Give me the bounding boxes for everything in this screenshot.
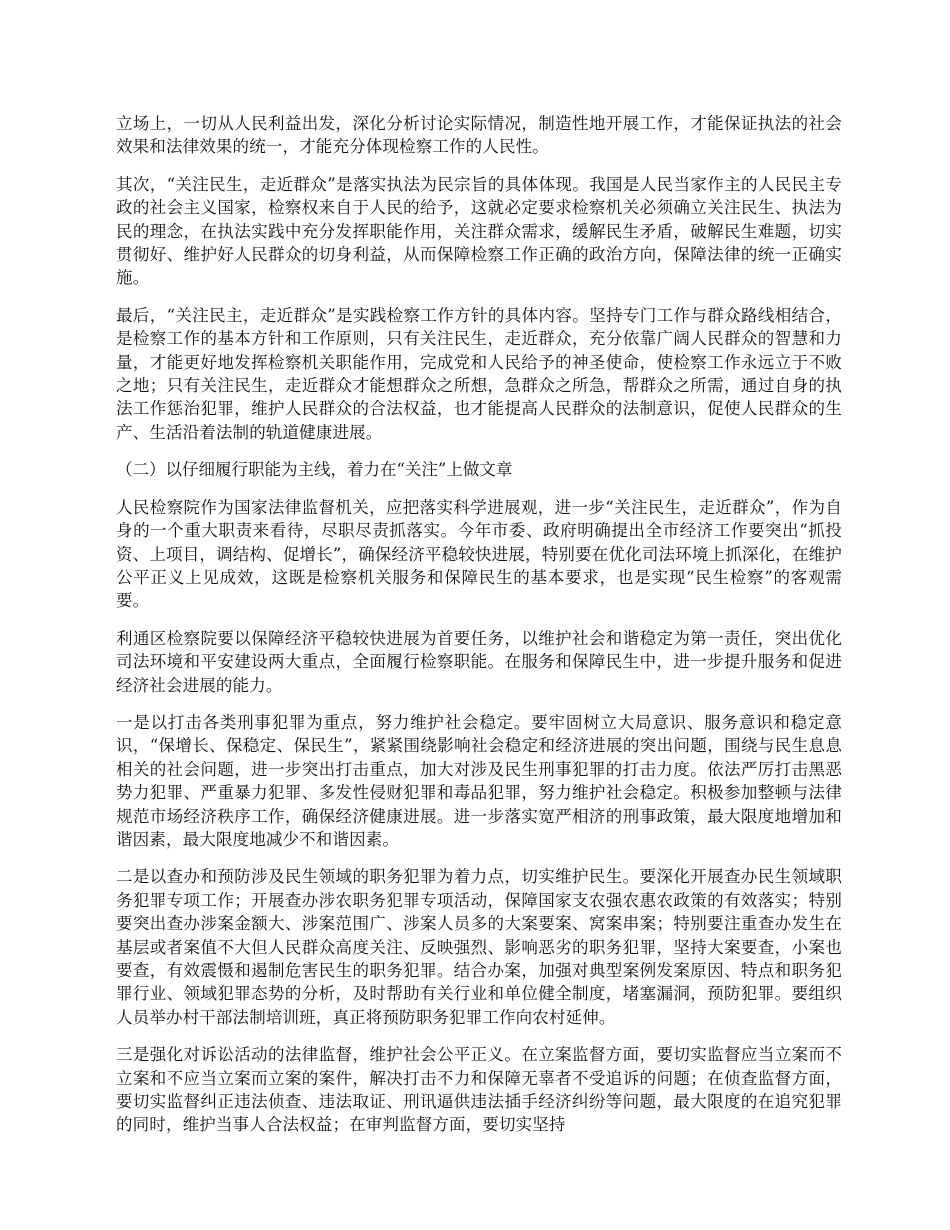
paragraph-procuratorate-role: 人民检察院作为国家法律监督机关，应把落实科学进展观，进一步“关注民生，走近群众”，作为自身的一个重大职责来看待，尽职尽责抓落实。今年市委、政府明确提出全市经济工作要突出“抓投资、上项目，调结构、促增长”，确保经济平稳较快进展，特别要在优化司法环境上抓深化，在维护公平正义上见成效，这既是检察机关服务和保障民生的基本要求，也是实现“民生检察”的客观需要。 [116, 497, 842, 611]
paragraph-intro: 立场上，一切从人民利益出发，深化分析讨论实际情况，制造性地开展工作，才能保证执法的社会效果和法律效果的统一，才能充分体现检察工作的人民性。 [116, 114, 842, 157]
section-heading: （二）以仔细履行职能为主线，着力在“关注”上做文章 [116, 460, 513, 480]
paragraph-point-three: 三是强化对诉讼活动的法律监督，维护社会公平正义。在立案监督方面，要切实监督应当立案而不立案和不应当立案而立案的案件，解决打击不力和保障无辜者不受追诉的问题；在侦查监督方面，要切实监督纠正违法侦查、违法取证、刑讯逼供违法插手经济纠纷等问题，最大限度的在追究犯罪的同时，维护当事人合法权益；在审判监督方面，要切实坚持 [116, 1045, 842, 1135]
paragraph-point-one: 一是以打击各类刑事犯罪为重点，努力维护社会稳定。要牢固树立大局意识、服务意识和稳定意识，“保增长、保稳定、保民生”，紧紧围绕影响社会稳定和经济进展的突出问题，围绕与民生息息相关的社会问题，进一步突出打击重点，加大对涉及民生刑事犯罪的打击力度。依法严厉打击黑恶势力犯罪、严重暴力犯罪、多发性侵财犯罪和毒品犯罪，努力维护社会稳定。积极参加整顿与法律规范市场经济秩序工作，确保经济健康进展。进一步落实宽严相济的刑事政策，最大限度地增加和谐因素，最大限度地减少不和谐因素。 [116, 712, 842, 849]
paragraph-finally: 最后，“关注民主，走近群众”是实践检察工作方针的具体内容。坚持专门工作与群众路线相结合，是检察工作的基本方针和工作原则，只有关注民生，走近群众，充分依靠广阔人民群众的智慧和力量，才能更好地发挥检察机关职能作用，完成党和人民给予的神圣使命，使检察工作永远立于不败之地；只有关注民生，走近群众才能想群众之所想，急群众之所急，帮群众之所需，通过自身的执法工作惩治犯罪，维护人民群众的合法权益，也才能提高人民群众的法制意识，促使人民群众的生产、生活沿着法制的轨道健康进展。 [116, 305, 842, 442]
document-body [116, 112, 842, 1151]
paragraph-secondly: 其次，“关注民生，走近群众”是落实执法为民宗旨的具体体现。我国是人民当家作主的人民民主专政的社会主义国家，检察权来自于人民的给予，这就必定要求检察机关必须确立关注民生、执法为民的理念，在执法实践中充分发挥职能作用，关注群众需求，缓解民生矛盾，破解民生难题，切实贯彻好、维护好人民群众的切身利益，从而保障检察工作正确的政治方向，保障法律的统一正确实施。 [116, 174, 842, 288]
paragraph-litong-district: 利通区检察院要以保障经济平稳较快进展为首要任务，以维护社会和谐稳定为第一责任，突出优化司法环境和平安建设两大重点，全面履行检察职能。在服务和保障民生中，进一步提升服务和促进经济社会进展的能力。 [116, 628, 842, 695]
paragraph-point-two: 二是以查办和预防涉及民生领域的职务犯罪为着力点，切实维护民生。要深化开展查办民生领域职务犯罪专项工作；开展查办涉农职务犯罪专项活动，保障国家支农强农惠农政策的有效落实；特别要突出查办涉案金额大、涉案范围广、涉案人员多的大案要案、窝案串案；特别要注重查办发生在基层或者案值不大但人民群众高度关注、反映强烈、影响恶劣的职务犯罪，坚持大案要查，小案也要查，有效震慑和遏制危害民生的职务犯罪。结合办案，加强对典型案例发案原因、特点和职务犯罪行业、领域犯罪态势的分析，及时帮助有关行业和单位健全制度，堵塞漏洞，预防犯罪。要组织人员举办村干部法制培训班，真正将预防职务犯罪工作向农村延伸。 [116, 867, 842, 1027]
